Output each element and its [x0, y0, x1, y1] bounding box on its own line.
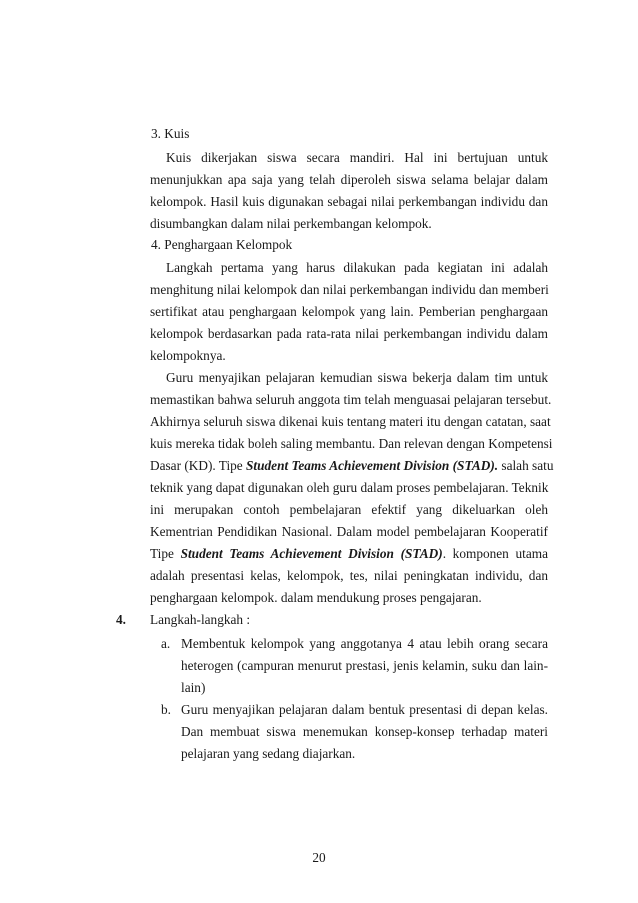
penghargaan-line: kelompoknya. [150, 348, 226, 363]
page-number: 20 [312, 850, 326, 865]
stad-line-post: salah satu [498, 458, 554, 473]
penghargaan-line: Langkah pertama yang harus dilakukan pada kegiatan ini adalah [166, 260, 548, 275]
item-a-marker: a. [161, 636, 171, 651]
kuis-line: disumbangkan dalam nilai perkembangan kelompok. [150, 216, 432, 231]
stad-line [150, 546, 548, 562]
stad-term: Student Teams Achievement Division (STAD) [180, 546, 443, 561]
stad-line [150, 458, 554, 474]
guru-line: penghargaan kelompok. dalam mendukung proses pengajaran. [150, 590, 482, 605]
guru-line: Guru menyajikan pelajaran kemudian siswa bekerja dalam tim untuk [166, 370, 548, 385]
langkah-heading: Langkah-langkah : [150, 612, 251, 627]
guru-line: ini merupakan contoh pembelajaran efektif yang dikeluarkan oleh [150, 502, 548, 517]
guru-line: memastikan bahwa seluruh anggota tim telah menguasai pelajaran tersebut. [150, 392, 552, 407]
penghargaan-line: menghitung nilai kelompok dan nilai perkembangan individu dan memberi [150, 282, 549, 297]
item-b-line: pelajaran yang sedang diajarkan. [181, 746, 356, 761]
item-b-marker: b. [161, 702, 171, 717]
stad-term: Student Teams Achievement Division (STAD). [246, 458, 499, 473]
section-4-heading: 4. Penghargaan Kelompok [151, 237, 293, 252]
guru-line: Kementrian Pendidikan Nasional. Dalam model pembelajaran Kooperatif [150, 524, 548, 539]
stad-line-pre: Tipe [150, 546, 181, 561]
kuis-line: menunjukkan apa saja yang telah diperoleh siswa selama belajar dalam [150, 172, 548, 187]
guru-line: teknik yang dapat digunakan oleh guru dalam proses pembelajaran. Teknik [150, 480, 549, 495]
item-a-line: lain) [181, 680, 206, 695]
guru-line: Akhirnya seluruh siswa dikenai kuis tentang materi itu dengan catatan, saat [150, 414, 551, 429]
penghargaan-line: kelompok berdasarkan pada rata-rata nilai perkembangan individu dalam [150, 326, 548, 341]
guru-line: kuis mereka tidak boleh saling membantu. Dan relevan dengan Kompetensi [150, 436, 553, 451]
section-3-heading: 3. Kuis [151, 126, 190, 141]
stad-line-pre: Dasar (KD). Tipe [150, 458, 247, 473]
kuis-line: Kuis dikerjakan siswa secara mandiri. Hal ini bertujuan untuk [166, 150, 548, 165]
item-a-line: heterogen (campuran menurut prestasi, jenis kelamin, suku dan lain- [181, 658, 548, 673]
item-b-line: Dan membuat siswa menemukan konsep-konsep terhadap materi [181, 724, 548, 739]
penghargaan-line: sertifikat atau penghargaan kelompok yang lain. Pemberian penghargaan [150, 304, 548, 319]
item-a-line: Membentuk kelompok yang anggotanya 4 atau lebih orang secara [181, 636, 548, 651]
item-b-line: Guru menyajikan pelajaran dalam bentuk presentasi di depan kelas. [181, 702, 548, 717]
stad-line-post: . komponen utama [442, 546, 548, 561]
langkah-number: 4. [116, 612, 126, 627]
guru-line: adalah presentasi kelas, kelompok, tes, nilai peningkatan individu, dan [150, 568, 548, 583]
kuis-line: kelompok. Hasil kuis digunakan sebagai nilai perkembangan individu dan [150, 194, 548, 209]
